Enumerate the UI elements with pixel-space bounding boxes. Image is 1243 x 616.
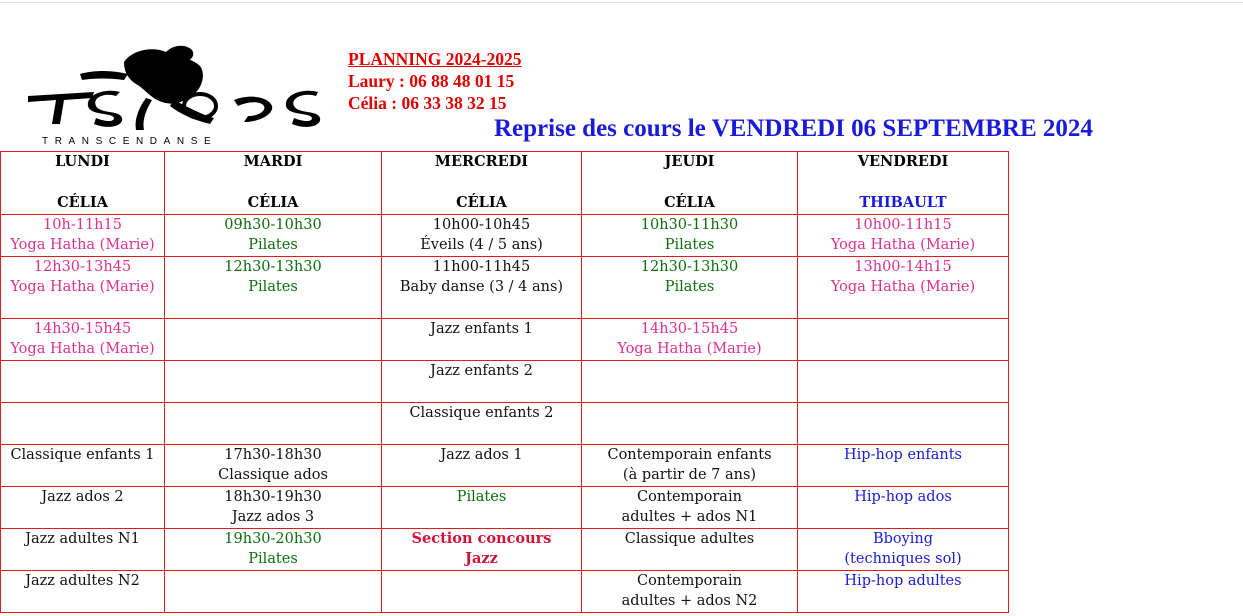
schedule-cell [798, 256, 1009, 318]
day-name: VENDREDI [857, 153, 949, 170]
class-entry-line: 10h30-11h30 [640, 216, 739, 233]
class-entry-line: Jazz adultes N1 [25, 530, 140, 547]
schedule-table [0, 151, 1009, 613]
class-entry-line: Éveils (4 / 5 ans) [420, 237, 543, 253]
schedule-cell [1, 256, 165, 318]
schedule-row [1, 486, 1009, 528]
class-entry-line: Jazz ados 2 [41, 488, 124, 505]
day-teacher: CÉLIA [247, 194, 299, 211]
day-name: LUNDI [55, 153, 110, 170]
class-entry-line: Pilates [248, 279, 298, 295]
class-entry-line: (à partir de 7 ans) [622, 467, 757, 483]
day-header-vendredi [798, 152, 1009, 215]
logo-subtitle: TRANSCENDANSE [42, 136, 218, 147]
top-divider [0, 2, 1243, 3]
class-entry-line: Yoga Hatha (Marie) [830, 279, 976, 295]
schedule-cell [1, 402, 165, 444]
schedule-row [1, 256, 1009, 318]
schedule-cell [582, 570, 798, 612]
schedule-cell [382, 402, 582, 444]
class-entry-line: 17h30-18h30 [224, 446, 322, 463]
schedule-cell [382, 486, 582, 528]
class-entry-line: Pilates [664, 279, 715, 295]
schedule-cell [582, 318, 798, 360]
schedule-cell [382, 318, 582, 360]
class-entry-line: Contemporain enfants [607, 446, 772, 463]
contact-celia: Célia : 06 33 38 32 15 [348, 93, 507, 113]
day-header-mercredi [382, 152, 582, 215]
class-entry-line: Yoga Hatha (Marie) [617, 341, 762, 357]
class-entry-line: 10h00-11h15 [854, 216, 952, 233]
class-entry-line: Yoga Hatha (Marie) [10, 279, 155, 295]
class-entry-line: 12h30-13h45 [33, 258, 132, 275]
class-entry-line: 13h00-14h15 [854, 258, 952, 275]
header-row [1, 152, 1009, 215]
day-name: MERCREDI [434, 153, 529, 170]
class-entry-line: Section concours [411, 529, 552, 547]
schedule-cell [165, 402, 382, 444]
class-entry-line: Yoga Hatha (Marie) [10, 237, 155, 253]
schedule-cell [582, 214, 798, 256]
day-header-jeudi [582, 152, 798, 215]
class-entry-line: 10h00-10h45 [432, 216, 531, 233]
day-name: JEUDI [664, 153, 715, 170]
schedule-cell [382, 528, 582, 570]
schedule-cell [165, 444, 382, 486]
class-entry-line: Jazz ados 3 [231, 509, 315, 525]
class-entry-line: Jazz adultes N2 [25, 572, 140, 589]
class-entry-line: Jazz enfants 1 [430, 320, 533, 337]
schedule-cell [798, 360, 1009, 402]
day-teacher: CÉLIA [664, 194, 715, 211]
schedule-row [1, 360, 1009, 402]
schedule-cell [382, 360, 582, 402]
day-name: MARDI [243, 153, 303, 170]
class-entry-line: Classique adultes [624, 530, 755, 547]
class-entry-line: Pilates [456, 488, 507, 505]
transcendanse-logo [24, 44, 324, 150]
schedule-cell [165, 360, 382, 402]
day-teacher: CÉLIA [456, 194, 507, 211]
day-teacher: CÉLIA [57, 194, 108, 211]
class-entry-line: 09h30-10h30 [224, 216, 322, 233]
schedule-cell [798, 570, 1009, 612]
schedule-cell [582, 486, 798, 528]
schedule-cell [798, 402, 1009, 444]
schedule-cell [1, 444, 165, 486]
schedule-cell [582, 360, 798, 402]
class-entry-line: Jazz enfants 2 [430, 362, 533, 379]
schedule-row [1, 318, 1009, 360]
class-entry-line: Pilates [664, 237, 715, 253]
day-header-lundi [1, 152, 165, 215]
class-entry-line: 12h30-13h30 [640, 258, 739, 275]
class-entry-line: Pilates [248, 237, 298, 253]
class-entry-line: Jazz ados 1 [440, 446, 523, 463]
day-teacher: THIBAULT [859, 194, 947, 211]
class-entry-line: Jazz [465, 550, 498, 567]
reprise-banner: Reprise des cours le VENDREDI 06 SEPTEMBRE 2024 [494, 115, 1093, 142]
schedule-row [1, 444, 1009, 486]
schedule-cell [165, 528, 382, 570]
schedule-cell [1, 214, 165, 256]
class-entry-line: Classique enfants 2 [409, 404, 554, 421]
class-entry-line: Baby danse (3 / 4 ans) [399, 279, 564, 295]
schedule-cell [165, 256, 382, 318]
schedule-cell [1, 318, 165, 360]
schedule-cell [1, 486, 165, 528]
schedule-cell [165, 318, 382, 360]
class-entry-line: (techniques sol) [844, 551, 962, 567]
class-entry-line: 14h30-15h45 [33, 320, 132, 337]
class-entry-line: Classique ados [218, 467, 328, 483]
schedule-cell [165, 570, 382, 612]
schedule-cell [1, 528, 165, 570]
class-entry-line: Pilates [248, 551, 298, 567]
class-entry-line: Hip-hop ados [854, 488, 952, 505]
schedule-row [1, 402, 1009, 444]
schedule-cell [382, 214, 582, 256]
schedule-cell [165, 486, 382, 528]
schedule-cell [382, 256, 582, 318]
schedule-row [1, 528, 1009, 570]
schedule-cell [382, 444, 582, 486]
class-entry-line: Contemporain [637, 572, 742, 589]
schedule-cell [582, 444, 798, 486]
day-header-mardi [165, 152, 382, 215]
class-entry-line: Classique enfants 1 [10, 446, 155, 463]
schedule-cell [798, 318, 1009, 360]
schedule-cell [798, 444, 1009, 486]
class-entry-line: 10h-11h15 [43, 216, 122, 233]
schedule-cell [1, 360, 165, 402]
class-entry-line: Bboying [872, 530, 934, 547]
contact-laury: Laury : 06 88 48 01 15 [348, 71, 515, 91]
class-entry-line: Yoga Hatha (Marie) [830, 237, 976, 253]
class-entry-line: 19h30-20h30 [224, 530, 322, 547]
class-entry-line: 12h30-13h30 [224, 258, 322, 275]
schedule-row [1, 214, 1009, 256]
class-entry-line: adultes + ados N2 [621, 593, 758, 609]
schedule-cell [582, 528, 798, 570]
schedule-cell [798, 214, 1009, 256]
class-entry-line: Hip-hop enfants [844, 446, 962, 463]
schedule-cell [382, 570, 582, 612]
schedule-cell [798, 486, 1009, 528]
schedule-cell [798, 528, 1009, 570]
schedule-cell [165, 214, 382, 256]
class-entry-line: Contemporain [637, 488, 742, 505]
class-entry-line: 14h30-15h45 [640, 320, 739, 337]
schedule-row [1, 570, 1009, 612]
class-entry-line: 11h00-11h45 [432, 258, 531, 275]
schedule-cell [1, 570, 165, 612]
class-entry-line: Hip-hop adultes [844, 572, 962, 589]
schedule-cell [582, 402, 798, 444]
planning-title: PLANNING 2024-2025 [348, 49, 522, 69]
class-entry-line: 18h30-19h30 [224, 488, 322, 505]
schedule-cell [582, 256, 798, 318]
class-entry-line: Yoga Hatha (Marie) [10, 341, 155, 357]
class-entry-line: adultes + ados N1 [621, 509, 758, 525]
